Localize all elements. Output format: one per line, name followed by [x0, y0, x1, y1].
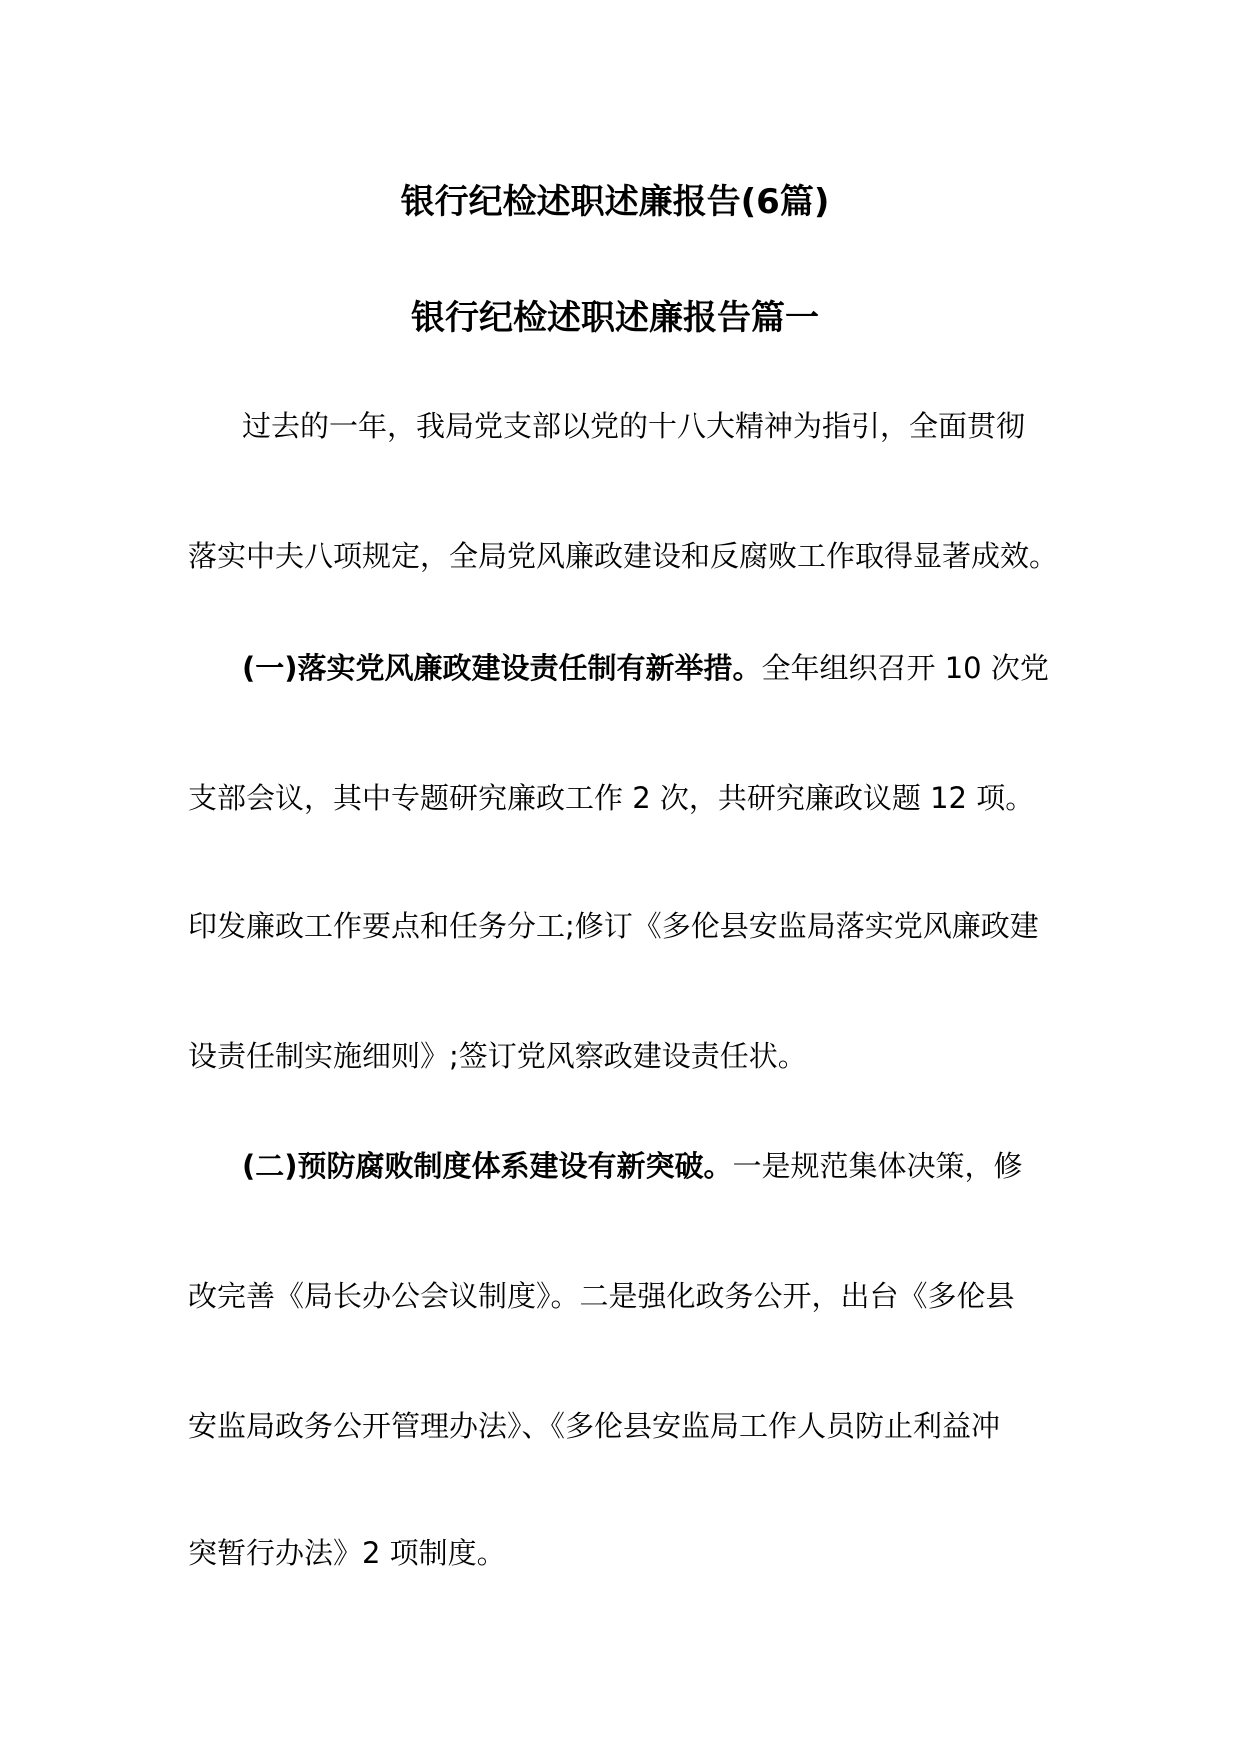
document-title: 银行纪检述职述廉报告(6篇): [400, 182, 830, 222]
section-heading: (二)预防腐败制度体系建设有新突破。: [242, 1149, 733, 1183]
section-heading-line: [242, 650, 1049, 686]
section-heading-line: [242, 1148, 1023, 1184]
paragraph-line: 安监局政务公开管理办法》、《多伦县安监局工作人员防止利益冲: [188, 1409, 1001, 1443]
paragraph-line: 改完善《局长办公会议制度》。二是强化政务公开，出台《多伦县: [188, 1279, 1015, 1313]
paragraph-line: 印发廉政工作要点和任务分工;修订《多伦县安监局落实党风廉政建: [188, 909, 1039, 943]
paragraph-text: 全年组织召开 10 次党: [761, 651, 1049, 685]
section-heading: (一)落实党风廉政建设责任制有新举措。: [242, 651, 762, 685]
document-subtitle: 银行纪检述职述廉报告篇一: [411, 298, 819, 338]
paragraph-text: 一是规范集体决策，修: [732, 1149, 1023, 1183]
paragraph-line: 突暂行办法》2 项制度。: [188, 1536, 506, 1570]
paragraph-line: 设责任制实施细则》;签订党风察政建设责任状。: [188, 1039, 807, 1073]
paragraph-line: 支部会议，其中专题研究廉政工作 2 次，共研究廉政议题 12 项。: [188, 781, 1035, 815]
paragraph-line: 落实中夫八项规定，全局党风廉政建设和反腐败工作取得显著成效。: [188, 539, 1059, 573]
paragraph-line: 过去的一年，我局党支部以党的十八大精神为指引，全面贯彻: [242, 409, 1026, 443]
